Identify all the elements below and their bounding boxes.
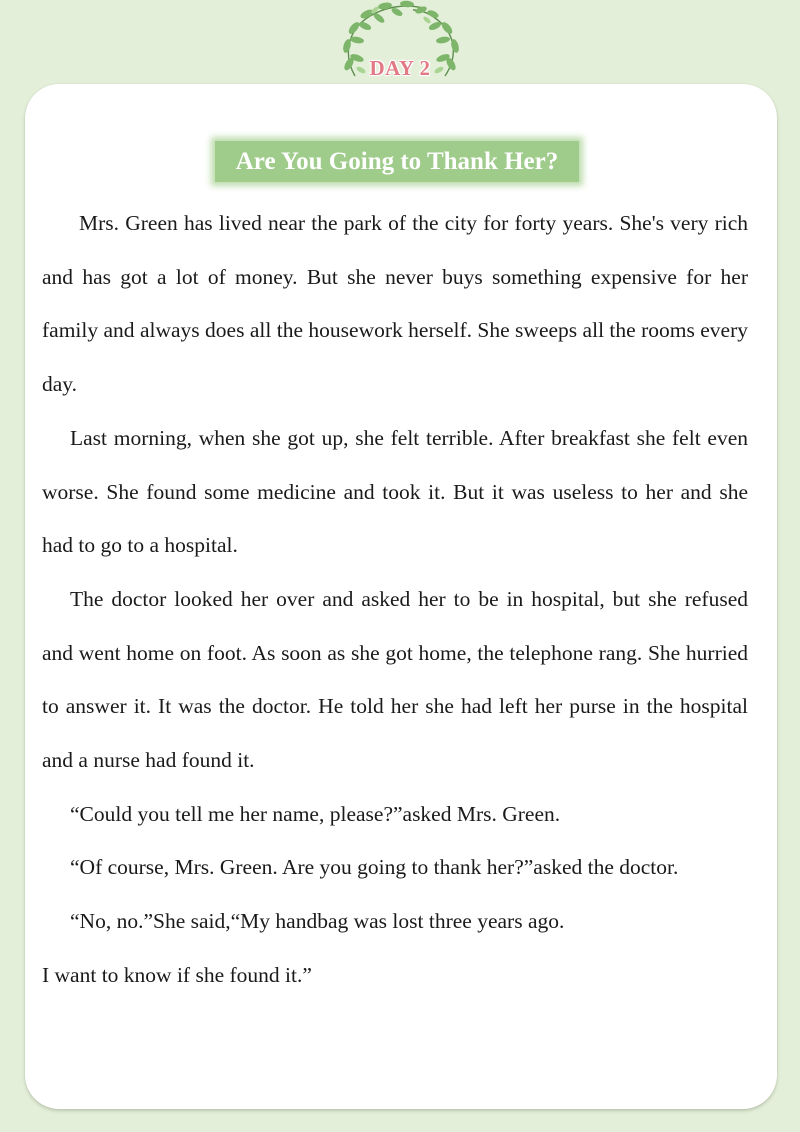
day-label: DAY 2 <box>369 56 431 80</box>
story-paragraph: The doctor looked her over and asked her to be in hospital, but she refused and went home on foot. As soon as she got home, the telephone rang. She hurried to answer it. It was the doctor. He told her she had left her purse in the hospital and a nurse had found it. <box>42 586 748 773</box>
day-badge <box>335 0 465 84</box>
story-paragraph: Mrs. Green has lived near the park of the city for forty years. She's very rich and has got a lot of money. But she never buys something expensive for her family and always does all the housework herself. She sweeps all the rooms every day. <box>42 211 748 397</box>
story-paragraph: “Of course, Mrs. Green. Are you going to thank her?”asked the doctor. <box>70 855 679 880</box>
story-body <box>42 197 748 1003</box>
story-paragraph: I want to know if she found it.” <box>42 962 312 987</box>
story-paragraph: “No, no.”She said,“My handbag was lost three years ago. <box>70 909 565 934</box>
story-title: Are You Going to Thank Her? <box>215 141 579 182</box>
story-paragraph: “Could you tell me her name, please?”asked Mrs. Green. <box>70 801 561 826</box>
story-paragraph: Last morning, when she got up, she felt terrible. After breakfast she felt even worse. She found some medicine and took it. But it was useless to her and she had to go to a hospital. <box>42 425 748 558</box>
